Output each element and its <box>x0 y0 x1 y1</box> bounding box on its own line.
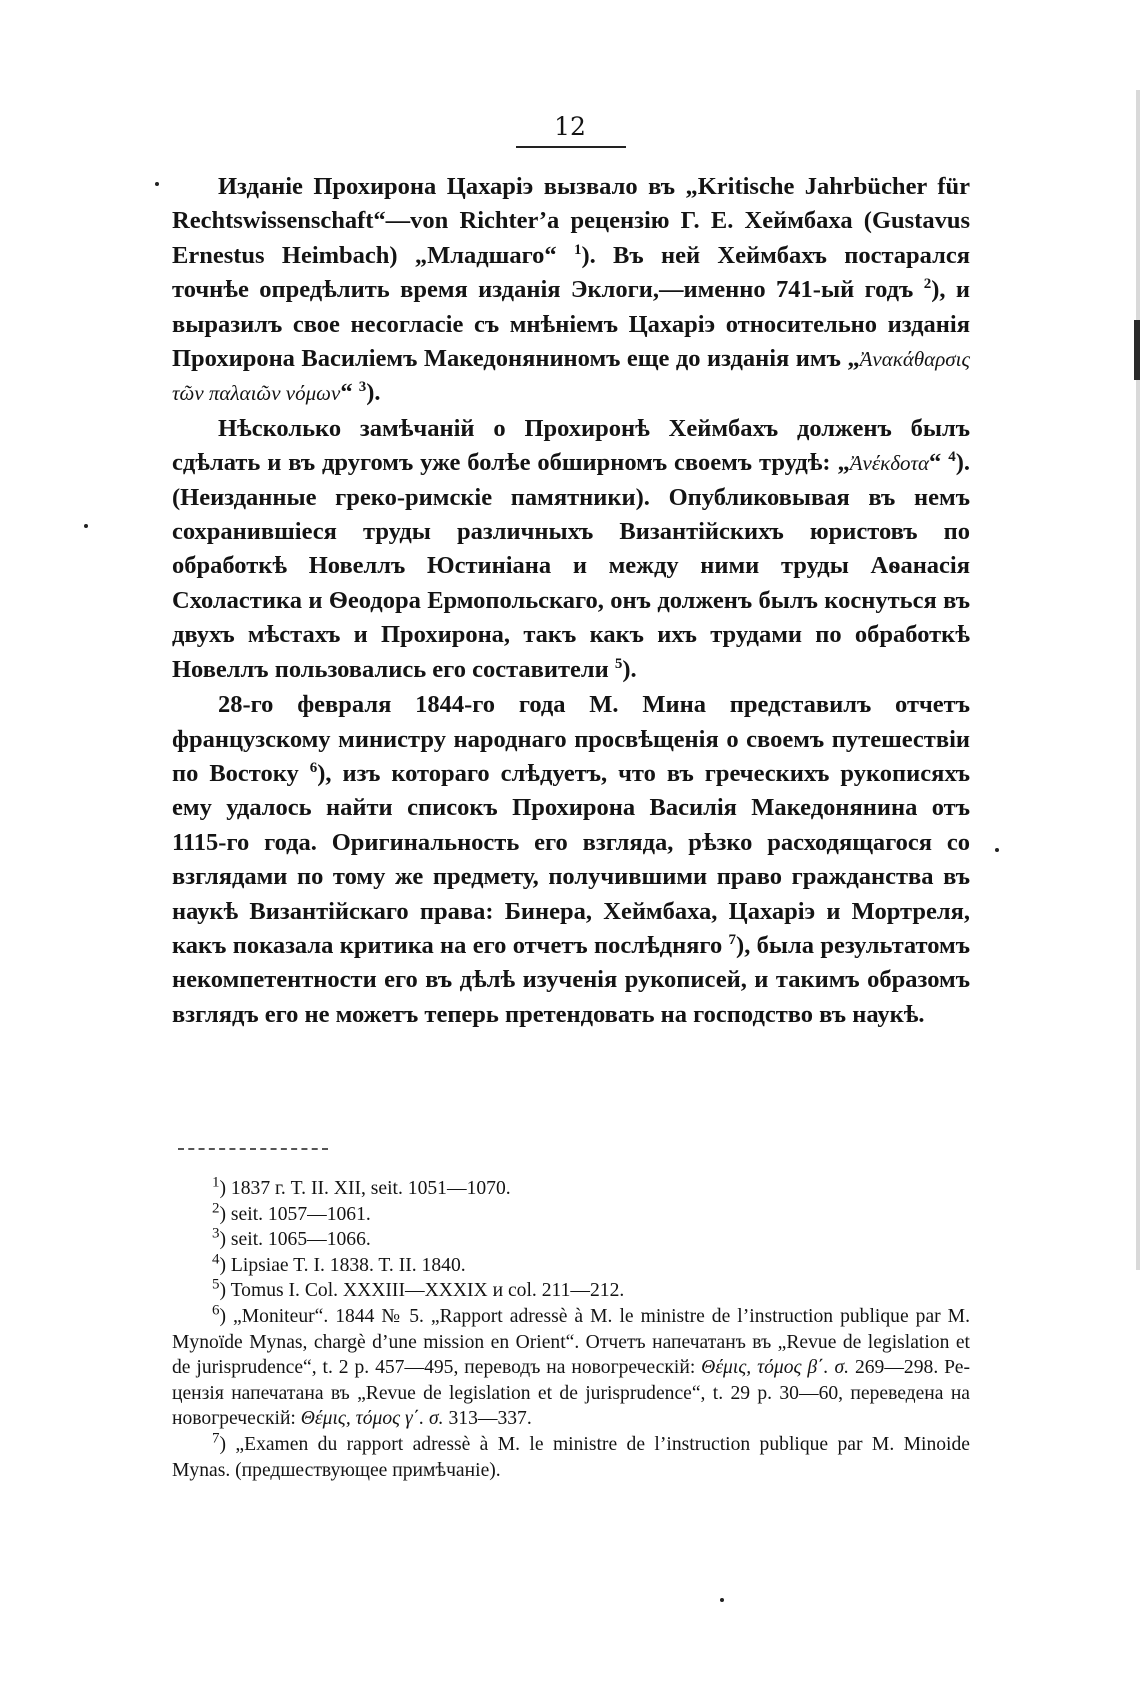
footnote-mark: 4 <box>212 1251 220 1268</box>
paragraph-3: 28-го февраля 1844-го года М. Мина представилъ отчетъ французскому министру народнаго просвѣщенія о своемъ путешествіи по Востоку $^6$), изъ котораго слѣдуетъ, что въ греческихъ рукописяхъ ему удалось найти списокъ Прохирона Василія Македонянина отъ 1115-го года. Оригинальность его взгляда, рѣзко расходящагося со взглядами по тому же предмету, получившими право гражданства въ наукѣ Византійскаго права: Бинера, Хеймбаха, Цахаріэ и Мортреля, какъ показала критика на его отчетъ послѣдняго $^7$), была результатомъ некомпетентности его въ дѣлѣ изученія рукописей, и такимъ образомъ взглядъ его не можетъ теперь претендовать на господство въ наукѣ. <box>172 691 970 1028</box>
footnote-3: $^3$) seit. 1065—1066. <box>212 1225 371 1251</box>
scan-mark <box>1134 320 1140 380</box>
scan-edge <box>1136 90 1140 1270</box>
footnote-mark: 1 <box>212 1174 220 1191</box>
footnote-ref-3: 3 <box>358 379 367 396</box>
footnote-mark: 7 <box>212 1430 220 1447</box>
footnote-separator <box>178 1148 328 1150</box>
footnote-ref-6: 6 <box>309 759 318 776</box>
body-text <box>172 170 970 1033</box>
footnote-ref-4: 4 <box>948 449 956 466</box>
paragraph-2: Нѣсколько замѣчаній о Прохиронѣ Хеймбахъ долженъ былъ сдѣлать и въ другомъ уже болѣе обширномъ своемъ трудѣ: „Ἀνέκδοτα“ $^4$). (Неизданные греко-римскіе памятники). Опубликовывая въ немъ сохранившіеся труды различныхъ Византійскихъ юристовъ по обработкѣ Новеллъ Юстиніана и между ними труды Аѳанасія Схоластика и Ѳеодора Ермопольскаго, онъ долженъ былъ коснуться въ двухъ мѣстахъ и Прохирона, такъ какъ ихъ трудами по обработкѣ Новеллъ пользовались его составители $^5$). <box>172 414 970 683</box>
footnote-mark: 3 <box>212 1225 220 1242</box>
speck <box>720 1598 724 1602</box>
footnote-4: $^4$) Lipsiae T. I. 1838. T. II. 1840. <box>212 1251 466 1276</box>
footnote-mark: 5 <box>212 1276 220 1293</box>
greek-title: Ἀνέκδοτα <box>849 451 930 476</box>
paragraph-1: Изданіе Прохирона Цахаріэ вызвало въ „Kritische Jahrbücher für Rechtswissenschaft“—von Richter’a рецензію Г. Е. Хеймбаха (Gustavus Ernestus Heimbach) „Младшаго“ $^1$). Въ ней Хеймбахъ постарался точнѣе опредѣлить время изданія Эклоги,—именно 741-ый годъ $^2$), и выразилъ свое несогласіе съ мнѣніемъ Цахаріэ относительно изданія Прохирона Василіемъ Македоняниномъ еще до изданія имъ „Ἀνακάθαρσις τῶν παλαιῶν νόμων“ $^3$). <box>172 173 971 407</box>
footnote-ref-1: 1 <box>573 241 582 258</box>
footnote-5: $^5$) Tomus I. Col. XXXIII—XXXIX и col. 211—212. <box>212 1276 625 1302</box>
footnote-ref-2: 2 <box>923 276 932 293</box>
page-number-rule <box>516 146 626 148</box>
speck <box>84 524 88 528</box>
footnote-1: $^1$) 1837 г. T. II. XII, seit. 1051—1070. <box>212 1174 511 1199</box>
speck <box>995 848 999 852</box>
footnote-mark: 2 <box>212 1200 220 1217</box>
footnote-2: $^2$) seit. 1057—1061. <box>212 1200 371 1225</box>
footnote-mark: 6 <box>212 1302 220 1319</box>
footnote-ref-7: 7 <box>728 931 737 948</box>
speck <box>155 182 159 186</box>
footnotes <box>172 1176 970 1483</box>
footnote-ref-5: 5 <box>614 655 623 672</box>
footnote-7: $^7$) „Examen du rapport adressè à M. le ministre de l’instruction publique par M. Minoide Mynas. (предшествующее примѣчаніе). <box>172 1430 970 1481</box>
greek-title: Ἀνακάθαρσις τῶν παλαιῶν νόμων <box>172 347 970 406</box>
page-number: 12 <box>554 112 586 141</box>
footnote-6: $^6$) „Moniteur“. 1844 № 5. „Rapport adressè à M. le ministre de l’instruction publique par M. Mynoïde Mynas, chargè d’une mission en Orient“. Отчетъ напечатанъ въ „Revue de legislation et de jurisprudence“, t. 2 p. 457—495, переводъ на новогреческій: Θέμις, τόμος β΄. σ. 269—298. Рецензія напечатана въ „Revue de legislation et de jurisprudence“, t. 29 p. 30—60, переведена на новогреческій: Θέμις, τόμος γ΄. σ. 313—337. <box>172 1302 970 1430</box>
